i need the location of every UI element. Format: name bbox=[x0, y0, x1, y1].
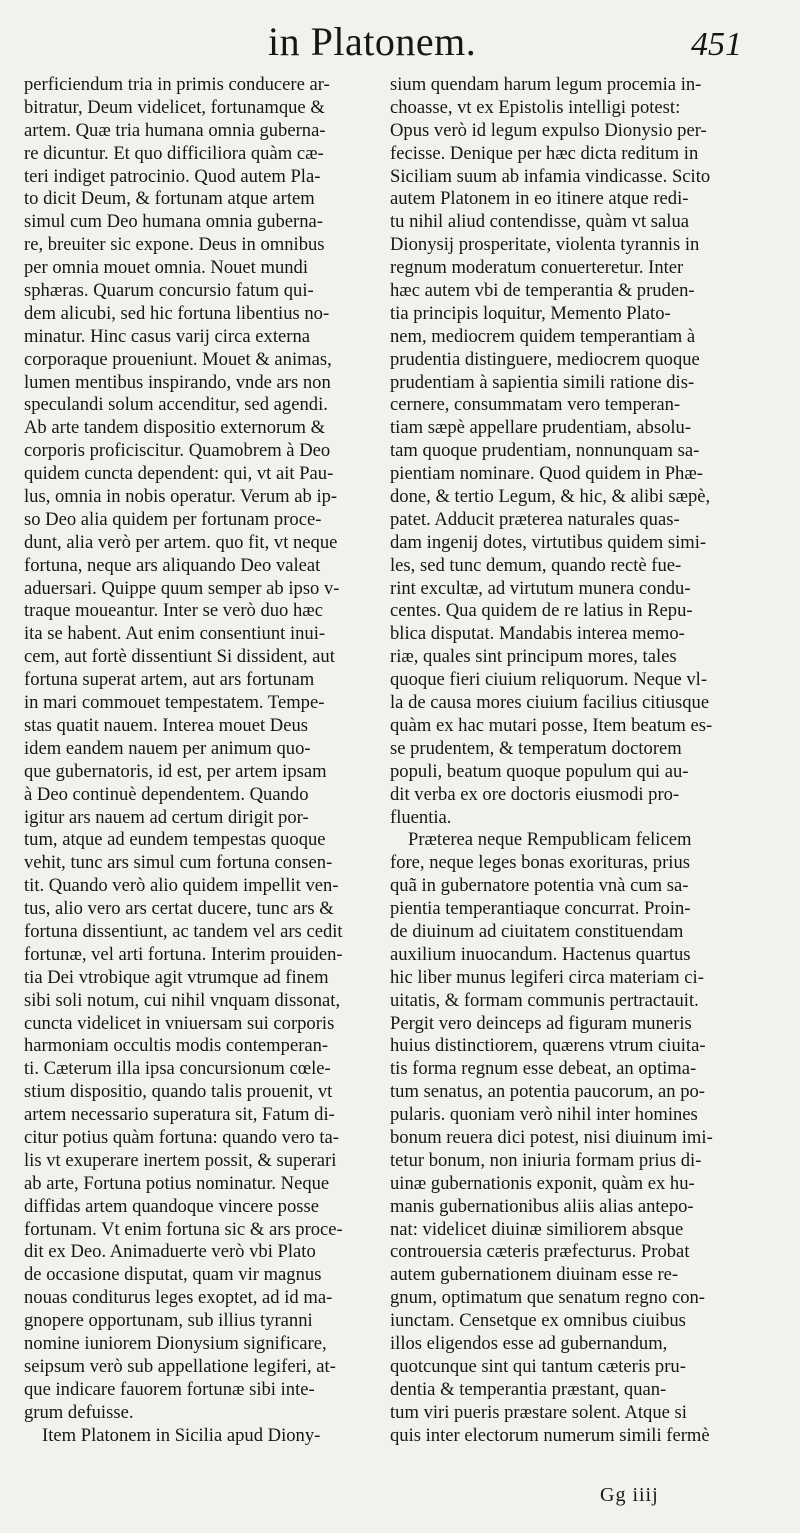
text-line: stium dispositio, quando talis prouenit, vt bbox=[24, 1081, 333, 1103]
text-line: quã in gubernatore potentia vnà cum sa- bbox=[390, 875, 689, 897]
text-line: perficiendum tria in primis conducere ar- bbox=[24, 74, 330, 95]
text-line: lumen mentibus inspirando, vnde ars non bbox=[24, 371, 331, 393]
text-line: citur potius quàm fortuna: quando vero ta- bbox=[24, 1126, 339, 1148]
text-line: pientiam nominare. Quod quidem in Phæ- bbox=[390, 463, 703, 485]
text-line: grum defuisse. bbox=[24, 1401, 134, 1423]
text-line: prudentiam à sapientia simili ratione dis- bbox=[390, 371, 695, 393]
text-line: tus, alio vero ars certat ducere, tunc ars & bbox=[24, 898, 334, 920]
text-line: tum, atque ad eundem tempestas quoque bbox=[24, 829, 326, 851]
text-line: se prudentem, & temperatum doctorem bbox=[390, 737, 682, 759]
text-line: prudentia distinguere, mediocrem quoque bbox=[390, 348, 700, 370]
text-line: fluentia. bbox=[390, 806, 452, 828]
text-line: pientia temperantiaque concurrat. Proin- bbox=[390, 898, 691, 920]
text-line: dunt, alia verò per artem. quo fit, vt neque bbox=[24, 531, 338, 553]
text-line: rint excultæ, ad virtutum munera condu- bbox=[390, 577, 691, 599]
text-line: cernere, consummatam vero temperan- bbox=[390, 394, 681, 416]
left-text-column bbox=[24, 74, 376, 1447]
text-line: choasse, vt ex Epistolis intelligi potest: bbox=[390, 96, 681, 118]
running-title: in Platonem. bbox=[268, 19, 477, 64]
text-line: tum senatus, an potentia paucorum, an po- bbox=[390, 1081, 705, 1103]
text-line: tiam sæpè appellare prudentiam, absolu- bbox=[390, 417, 692, 439]
text-line: de diuinum ad ciuitatem constituendam bbox=[390, 920, 684, 942]
text-line: fortuna, neque ars aliquando Deo valeat bbox=[24, 554, 321, 576]
text-line: tam quoque prudentiam, nonnunquam sa- bbox=[390, 440, 700, 462]
text-line: bitratur, Deum videlicet, fortunamque & bbox=[24, 96, 325, 118]
text-line: Item Platonem in Sicilia apud Diony- bbox=[42, 1424, 321, 1446]
text-line: tum viri pueris præstare solent. Atque si bbox=[390, 1401, 687, 1423]
text-line: fortuna superat artem, aut ars fortunam bbox=[24, 669, 315, 691]
text-line: nat: videlicet diuinæ similiorem absque bbox=[390, 1218, 684, 1240]
text-line: uinæ gubernationis exponit, quàm ex hu- bbox=[390, 1172, 695, 1194]
printer-signature-mark: Gg iiij bbox=[600, 1484, 659, 1506]
text-line: dit ex Deo. Animaduerte verò vbi Plato bbox=[24, 1241, 316, 1263]
text-line: gnum, optimatum que senatum regno con- bbox=[390, 1287, 705, 1309]
text-line: nem, mediocrem quidem temperantiam à bbox=[390, 325, 696, 347]
text-line: hic liber munus legiferi circa materiam ci- bbox=[390, 966, 704, 988]
text-line: tia Dei vtrobique agit vtrumque ad finem bbox=[24, 966, 329, 988]
text-line: fortuna dissentiunt, ac tandem vel ars cedit bbox=[24, 920, 343, 942]
text-line: que gubernatoris, id est, per artem ipsam bbox=[24, 760, 327, 782]
text-line: manis gubernationibus aliis alias antepo- bbox=[390, 1195, 694, 1217]
text-line: de occasione disputat, quam vir magnus bbox=[24, 1264, 322, 1286]
text-line: aduersari. Quippe quum semper ab ipso v- bbox=[24, 577, 340, 599]
text-line: to dicit Deum, & fortunam atque artem bbox=[24, 188, 315, 210]
text-line: populi, beatum quoque populum qui au- bbox=[390, 760, 689, 782]
text-line: stas quatit nauem. Interea mouet Deus bbox=[24, 714, 308, 736]
text-line: simul cum Deo humana omnia guberna- bbox=[24, 211, 323, 233]
page-number: 451 bbox=[691, 26, 742, 63]
text-line: hæc autem vbi de temperantia & pruden- bbox=[390, 280, 695, 302]
text-line: ita se habent. Aut enim consentiunt inui- bbox=[24, 623, 326, 645]
text-line: idem eandem nauem per animum quo- bbox=[24, 737, 311, 759]
text-line: artem necessario superatura sit, Fatum di- bbox=[24, 1104, 335, 1126]
text-line: lus, omnia in nobis operatur. Verum ab ip- bbox=[24, 486, 338, 508]
text-line: tetur bonum, non iniuria formam prius di- bbox=[390, 1149, 702, 1171]
text-line: re dicuntur. Et quo difficiliora quàm cæ- bbox=[24, 142, 324, 164]
text-line: tu nihil aliud contendisse, quàm vt salua bbox=[390, 211, 689, 233]
text-line: per omnia mouet omnia. Nouet mundi bbox=[24, 257, 309, 279]
text-line: dam ingenij dotes, virtutibus quidem simi- bbox=[390, 531, 707, 553]
text-line: controuersia cæteris præfecturus. Probat bbox=[390, 1241, 690, 1263]
text-line: done, & tertio Legum, & hic, & alibi sæpè, bbox=[390, 486, 711, 508]
text-line: pularis. quoniam verò nihil inter homines bbox=[390, 1104, 698, 1126]
text-line: speculandi solum accenditur, sed agendi. bbox=[24, 394, 328, 416]
text-line: traque moueantur. Inter se verò duo hæc bbox=[24, 600, 323, 622]
text-line: corporis proficiscitur. Quamobrem à Deo bbox=[24, 440, 331, 462]
text-line: les, sed tunc demum, quando rectè fue- bbox=[390, 554, 682, 576]
text-line: que indicare fauorem fortunæ sibi inte- bbox=[24, 1378, 315, 1400]
text-line: gnopere opportunam, sub illius tyranni bbox=[24, 1310, 313, 1332]
text-line: nomine iuniorem Dionysium significare, bbox=[24, 1332, 327, 1354]
text-line: dit verba ex ore doctoris eiusmodi pro- bbox=[390, 783, 680, 805]
text-line: quidem cuncta dependent: qui, vt ait Pau- bbox=[24, 463, 334, 485]
text-line: huius distinctiorem, quærens vtrum ciuita- bbox=[390, 1035, 706, 1057]
right-text-column bbox=[390, 74, 778, 1447]
text-line: centes. Qua quidem de re latius in Repu- bbox=[390, 600, 693, 622]
text-line: uitatis, & formam communis pertractauit. bbox=[390, 989, 699, 1011]
text-line: sium quendam harum legum procemia in- bbox=[390, 74, 702, 95]
text-line: fore, neque leges bonas exorituras, prius bbox=[390, 852, 690, 874]
text-line: riæ, quales sint principum mores, tales bbox=[390, 646, 677, 668]
text-line: quoque fieri ciuium reliquorum. Neque vl- bbox=[390, 669, 708, 691]
text-line: illos eligendos esse ad gubernandum, bbox=[390, 1332, 668, 1354]
text-line: minatur. Hinc casus varij circa externa bbox=[24, 325, 311, 347]
text-line: vehit, tunc ars simul cum fortuna consen- bbox=[24, 852, 333, 874]
text-line: la de causa mores ciuium facilius citiusque bbox=[390, 692, 710, 714]
text-line: diffidas artem quandoque vincere posse bbox=[24, 1195, 319, 1217]
text-line: Dionysij prosperitate, violenta tyrannis in bbox=[390, 234, 700, 256]
text-line: so Deo alia quidem per fortunam proce- bbox=[24, 508, 322, 530]
text-line: autem Platonem in eo itinere atque redi- bbox=[390, 188, 689, 210]
text-line: artem. Quæ tria humana omnia guberna- bbox=[24, 119, 326, 141]
text-line: lis vt exuperare inertem possit, & superari bbox=[24, 1149, 337, 1171]
text-line: in mari commouet tempestatem. Tempe- bbox=[24, 692, 325, 714]
text-line: fortunæ, vel arti fortuna. Interim prouiden- bbox=[24, 943, 343, 965]
text-line: corporaque proueniunt. Mouet & animas, bbox=[24, 348, 332, 370]
text-line: quotcunque sint qui tantum cæteris pru- bbox=[390, 1355, 686, 1377]
text-line: Præterea neque Rempublicam felicem bbox=[408, 829, 692, 851]
text-line: Pergit vero deinceps ad figuram muneris bbox=[390, 1012, 692, 1034]
text-line: autem gubernationem diuinam esse re- bbox=[390, 1264, 679, 1286]
text-line: fortunam. Vt enim fortuna sic & ars proce- bbox=[24, 1218, 343, 1240]
text-line: ti. Cæterum illa ipsa concursionum cœle- bbox=[24, 1058, 331, 1080]
text-line: Ab arte tandem dispositio externorum & bbox=[24, 417, 326, 439]
text-line: cuncta videlicet in vniuersam sui corporis bbox=[24, 1012, 335, 1034]
text-line: sibi soli notum, cui nihil vnquam dissonat, bbox=[24, 989, 341, 1011]
text-line: à Deo continuè dependentem. Quando bbox=[24, 783, 309, 805]
page-header bbox=[0, 12, 800, 72]
text-line: re, breuiter sic expone. Deus in omnibus bbox=[24, 234, 325, 256]
text-line: dem alicubi, sed hic fortuna libentius no- bbox=[24, 302, 330, 324]
text-line: ab arte, Fortuna potius nominatur. Neque bbox=[24, 1172, 330, 1194]
text-line: fecisse. Denique per hæc dicta reditum in bbox=[390, 142, 699, 164]
text-line: auxilium inuocandum. Hactenus quartus bbox=[390, 943, 691, 965]
text-line: dentia & temperantia præstant, quan- bbox=[390, 1378, 667, 1400]
text-line: cem, aut fortè dissentiunt Si dissident, aut bbox=[24, 646, 335, 668]
text-line: bonum reuera dici potest, nisi diuinum imi- bbox=[390, 1126, 713, 1148]
text-line: patet. Adducit præterea naturales quas- bbox=[390, 508, 680, 530]
text-line: iunctam. Censetque ex omnibus ciuibus bbox=[390, 1310, 686, 1332]
text-line: sphæras. Quarum concursio fatum qui- bbox=[24, 280, 314, 302]
text-line: regnum moderatum conuerteretur. Inter bbox=[390, 257, 684, 279]
text-line: teri indiget patrocinio. Quod autem Pla- bbox=[24, 165, 321, 187]
text-line: quàm ex hac mutari posse, Item beatum es- bbox=[390, 714, 713, 736]
text-line: blica disputat. Mandabis interea memo- bbox=[390, 623, 685, 645]
text-line: quis inter electorum numerum simili fermè bbox=[390, 1424, 710, 1446]
text-line: tit. Quando verò alio quidem impellit ven- bbox=[24, 875, 339, 897]
text-line: Opus verò id legum expulso Dionysio per- bbox=[390, 119, 707, 141]
text-line: nouas conditurus leges exoptet, ad id ma- bbox=[24, 1287, 333, 1309]
text-line: igitur ars nauem ad certum dirigit por- bbox=[24, 806, 309, 828]
text-line: seipsum verò sub appellatione legiferi, at- bbox=[24, 1355, 336, 1377]
text-line: Siciliam suum ab infamia vindicasse. Scito bbox=[390, 165, 711, 187]
text-line: tis forma regnum esse debeat, an optima- bbox=[390, 1058, 697, 1080]
text-line: harmoniam occultis modis contemperan- bbox=[24, 1035, 329, 1057]
text-line: tia principis loquitur, Memento Plato- bbox=[390, 302, 671, 324]
